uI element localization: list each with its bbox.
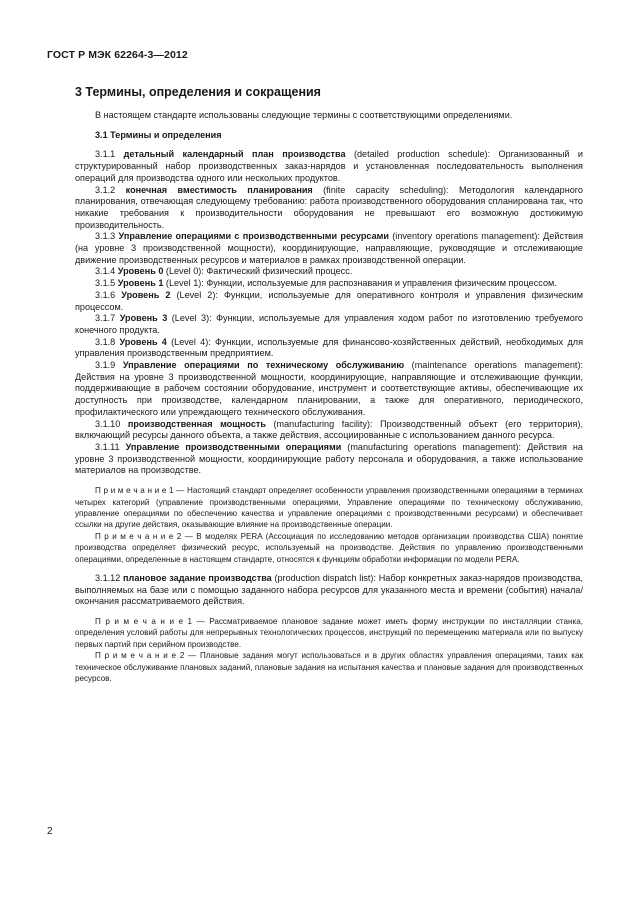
term-definition: (production dispatch list): Набор конкретных заказ-нарядов производства, выполняемых на базе или с помощью заданного набора ресурсов для указанного места и времени (события) начала/окончания рассматриваемого действия.	[75, 572, 584, 607]
note-label: П р и м е ч а н и е 2	[95, 531, 182, 541]
intro-paragraph: В настоящем стандарте использованы следующие термины с соответствующими определениями.	[95, 110, 513, 120]
term-name: Управление производственными операциями	[125, 441, 342, 452]
page-number: 2	[47, 826, 53, 837]
term-definition: (Level 0): Фактический физический процесс.	[163, 266, 353, 277]
term-number: 3.1.7	[95, 313, 116, 324]
term-definition: (detailed production schedule): Организованный и структурированный набор производственных заказ-нарядов и установленная последовательность выполнения операций для производства одного или нескольких продуктов.	[75, 149, 583, 183]
term-number: 3.1.1	[95, 149, 116, 160]
section-title: 3 Термины, определения и сокращения	[75, 85, 321, 99]
term-3-1-5	[75, 278, 583, 290]
term-number: 3.1.9	[95, 360, 116, 371]
term-definition: (maintenance operations management): Действия на уровне 3 производственной мощности, координирующие, направляющие и отслеживающие функции, поддерживающие в рабочем состоянии оборудование, инструмент и соответствующие активы, обеспечивающие их доступность при производстве, календарном планировании, а также для оперативного, периодического, профилактического или упреждающего технического обслуживания.	[75, 360, 584, 417]
note-label: П р и м е ч а н и е 2	[95, 651, 185, 661]
note-1	[75, 485, 583, 531]
term-3-1-3	[75, 231, 583, 266]
term-number: 3.1.3	[95, 231, 116, 242]
term-3-1-7	[75, 313, 583, 336]
term-name: детальный календарный план производства	[123, 149, 346, 160]
term-definition: (Level 3): Функции, используемые для управления ходом работ по изготовлению требуемого конечного продукта.	[75, 313, 583, 335]
note-text: — В моделях PERA (Ассоциация по исследованию методов организации производства США) понятие производства определяет физический ресурс, используемый на производстве. Действия по управлению производственными операциями, определенные в настоящем стандарте, относятся к функциям обработки информации по модели PERA.	[75, 531, 583, 564]
term-number: 3.1.12	[95, 572, 121, 583]
term-number: 3.1.4	[95, 266, 116, 277]
term-definition: (inventory operations management): Действия (на уровне 3 производственной мощности), координирующие, направляющие, руководящие и отслеживающие движение производственных ресурсов и материалов в рамках производственной операции.	[75, 231, 584, 265]
note-label: П р и м е ч а н и е 1	[95, 617, 193, 627]
term-3-1-1	[75, 149, 583, 184]
term-name: Уровень 3	[119, 313, 168, 324]
term-definition: (manufacturing operations management): Действия на уровне 3 производственной мощности, координирующие работу персонала и оборудования, а также использование материалов на производстве.	[75, 441, 583, 476]
term-number: 3.1.2	[95, 184, 116, 195]
term-3-1-2	[75, 185, 583, 232]
term-number: 3.1.10	[95, 418, 121, 429]
term-name: конечная вместимость планирования	[125, 184, 313, 195]
term-number: 3.1.11	[95, 441, 120, 452]
subsection-title: 3.1 Термины и определения	[95, 129, 222, 140]
document-body	[75, 110, 583, 684]
term-name: Уровень 2	[121, 289, 171, 300]
term-name: Уровень 4	[119, 336, 167, 347]
note-label: П р и м е ч а н и е 1	[95, 486, 174, 496]
note-2b	[75, 650, 583, 684]
term-3-1-12	[75, 573, 583, 608]
term-name: Уровень 1	[117, 278, 164, 289]
term-3-1-10	[75, 419, 583, 442]
note-2	[75, 531, 583, 565]
term-name: производственная мощность	[127, 418, 266, 429]
term-number: 3.1.6	[95, 289, 116, 300]
term-3-1-8	[75, 337, 583, 360]
note-text: — Настоящий стандарт определяет особенности управления производственными операциями в терминах четырех категорий (управление производственными операциями, Управление операциями по техническому обслуживанию, управление операциями по обеспечению качества и управление операциями с производственными ресурсами) и обеспечивает ссылки на другие действия, оказывающие влияние на производственные операции.	[75, 486, 583, 530]
term-3-1-6	[75, 290, 583, 313]
term-number: 3.1.5	[95, 278, 116, 289]
note-text: — Рассматриваемое плановое задание может иметь форму инструкции по инсталляции станка, определения условий работы для непрерывных технологических процессов, инструкций по перемещению материала или по выпуску первых партий при серийном производстве.	[75, 617, 583, 649]
document-header: ГОСТ Р МЭК 62264-3—2012	[47, 49, 188, 61]
term-3-1-9	[75, 360, 583, 419]
term-3-1-4	[75, 266, 583, 278]
term-definition: (Level 2): Функции, используемые для оперативного контроля и управления физическим процессом.	[75, 289, 583, 312]
term-definition: (manufacturing facility): Производственный объект (его территория), включающий ресурсы данного объекта, а также действия, ассоциированные с использованием данного ресурса.	[75, 418, 583, 441]
term-number: 3.1.8	[95, 336, 116, 347]
term-definition: (finite capacity scheduling): Методология календарного планирования, отвечающая следующему требованию: работа производственного оборудования спланирована так, что никакие требования к производительности оборудования не превышают его возможную достижимую производительность.	[75, 184, 583, 230]
note-1b	[75, 616, 583, 650]
note-text: — Плановые задания могут использоваться и в других областях управления операциями, таких как техническое обслуживание плановых заданий, плановые задания на испытания качества и плановые задания для производственных ресурсов.	[75, 651, 584, 684]
term-definition: (Level 1): Функции, используемые для распознавания и управления физическим процессом.	[163, 278, 557, 289]
term-name: плановое задание производства	[123, 572, 272, 583]
term-definition: (Level 4): Функции, используемые для финансово-хозяйственных действий, необходимых для управления производственным предприятием.	[75, 336, 583, 359]
term-3-1-11	[75, 442, 583, 477]
term-name: Управление операциями с производственными ресурсами	[118, 231, 389, 242]
term-name: Управление операциями по техническому обслуживанию	[122, 360, 405, 371]
term-name: Уровень 0	[117, 266, 164, 277]
